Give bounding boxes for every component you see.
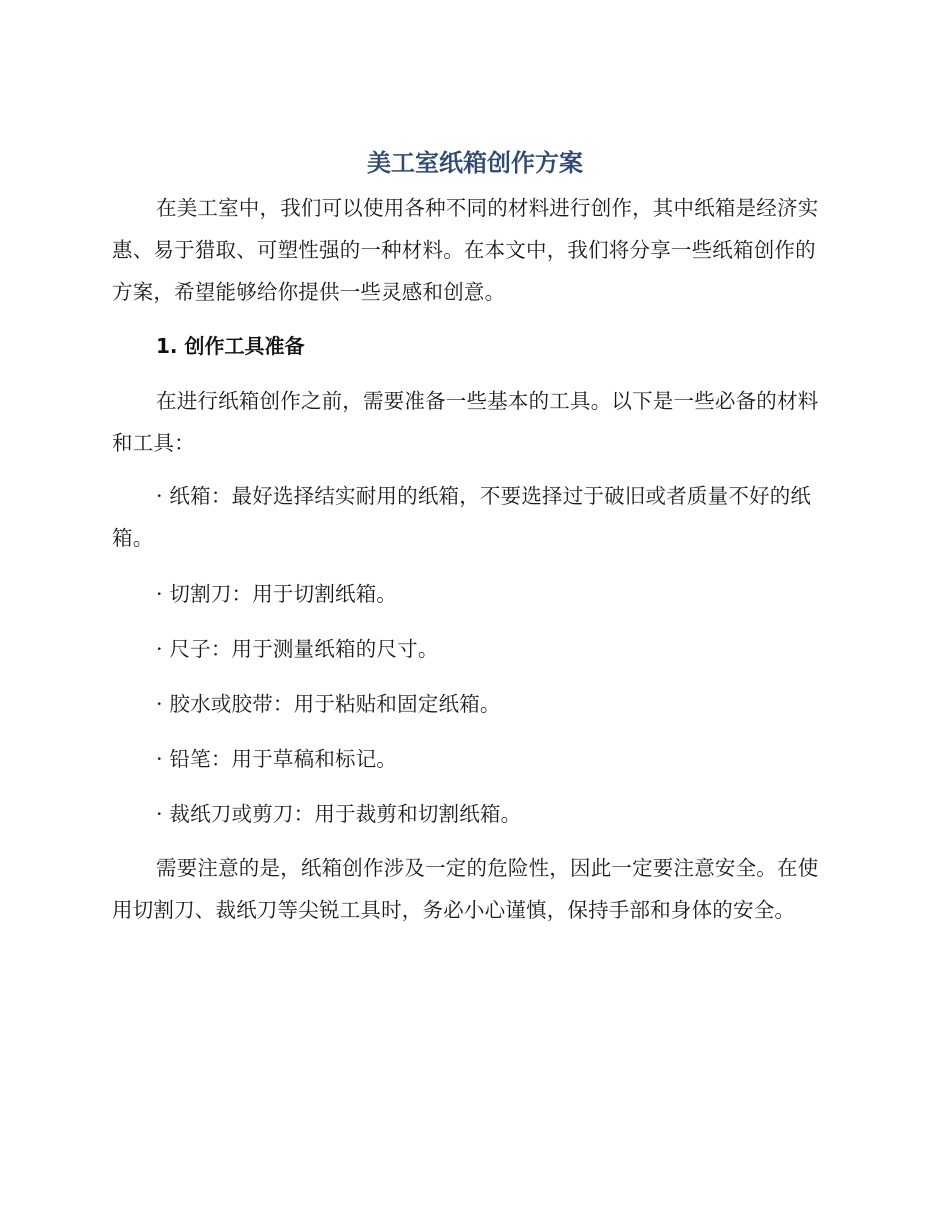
section-heading-tools: 1. 创作工具准备 (156, 334, 305, 358)
list-item-pencil: · 铅笔：用于草稿和标记。 (156, 747, 398, 771)
list-item-ruler: · 尺子：用于测量纸箱的尺寸。 (156, 637, 439, 661)
intro-paragraph: 在美工室中，我们可以使用各种不同的材料进行创作，其中纸箱是经济实惠、易于猎取、可塑性强的一种材料。在本文中，我们将分享一些纸箱创作的方案，希望能够给你提供一些灵感和创意。 (112, 196, 819, 304)
list-item-paper-knife-scissors: · 裁纸刀或剪刀：用于裁剪和切割纸箱。 (156, 802, 522, 826)
list-item-glue-tape: · 胶水或胶带：用于粘贴和固定纸箱。 (156, 692, 501, 716)
safety-note-paragraph: 需要注意的是，纸箱创作涉及一定的危险性，因此一定要注意安全。在使用切割刀、裁纸刀等尖锐工具时，务必小心谨慎，保持手部和身体的安全。 (112, 856, 819, 922)
list-item-cutter: · 切割刀：用于切割纸箱。 (156, 582, 398, 606)
list-item-cardboard-box: · 纸箱：最好选择结实耐用的纸箱，不要选择过于破旧或者质量不好的纸箱。 (112, 484, 812, 550)
document-title: 美工室纸箱创作方案 (367, 149, 583, 177)
tools-lead-paragraph: 在进行纸箱创作之前，需要准备一些基本的工具。以下是一些必备的材料和工具： (112, 389, 819, 455)
